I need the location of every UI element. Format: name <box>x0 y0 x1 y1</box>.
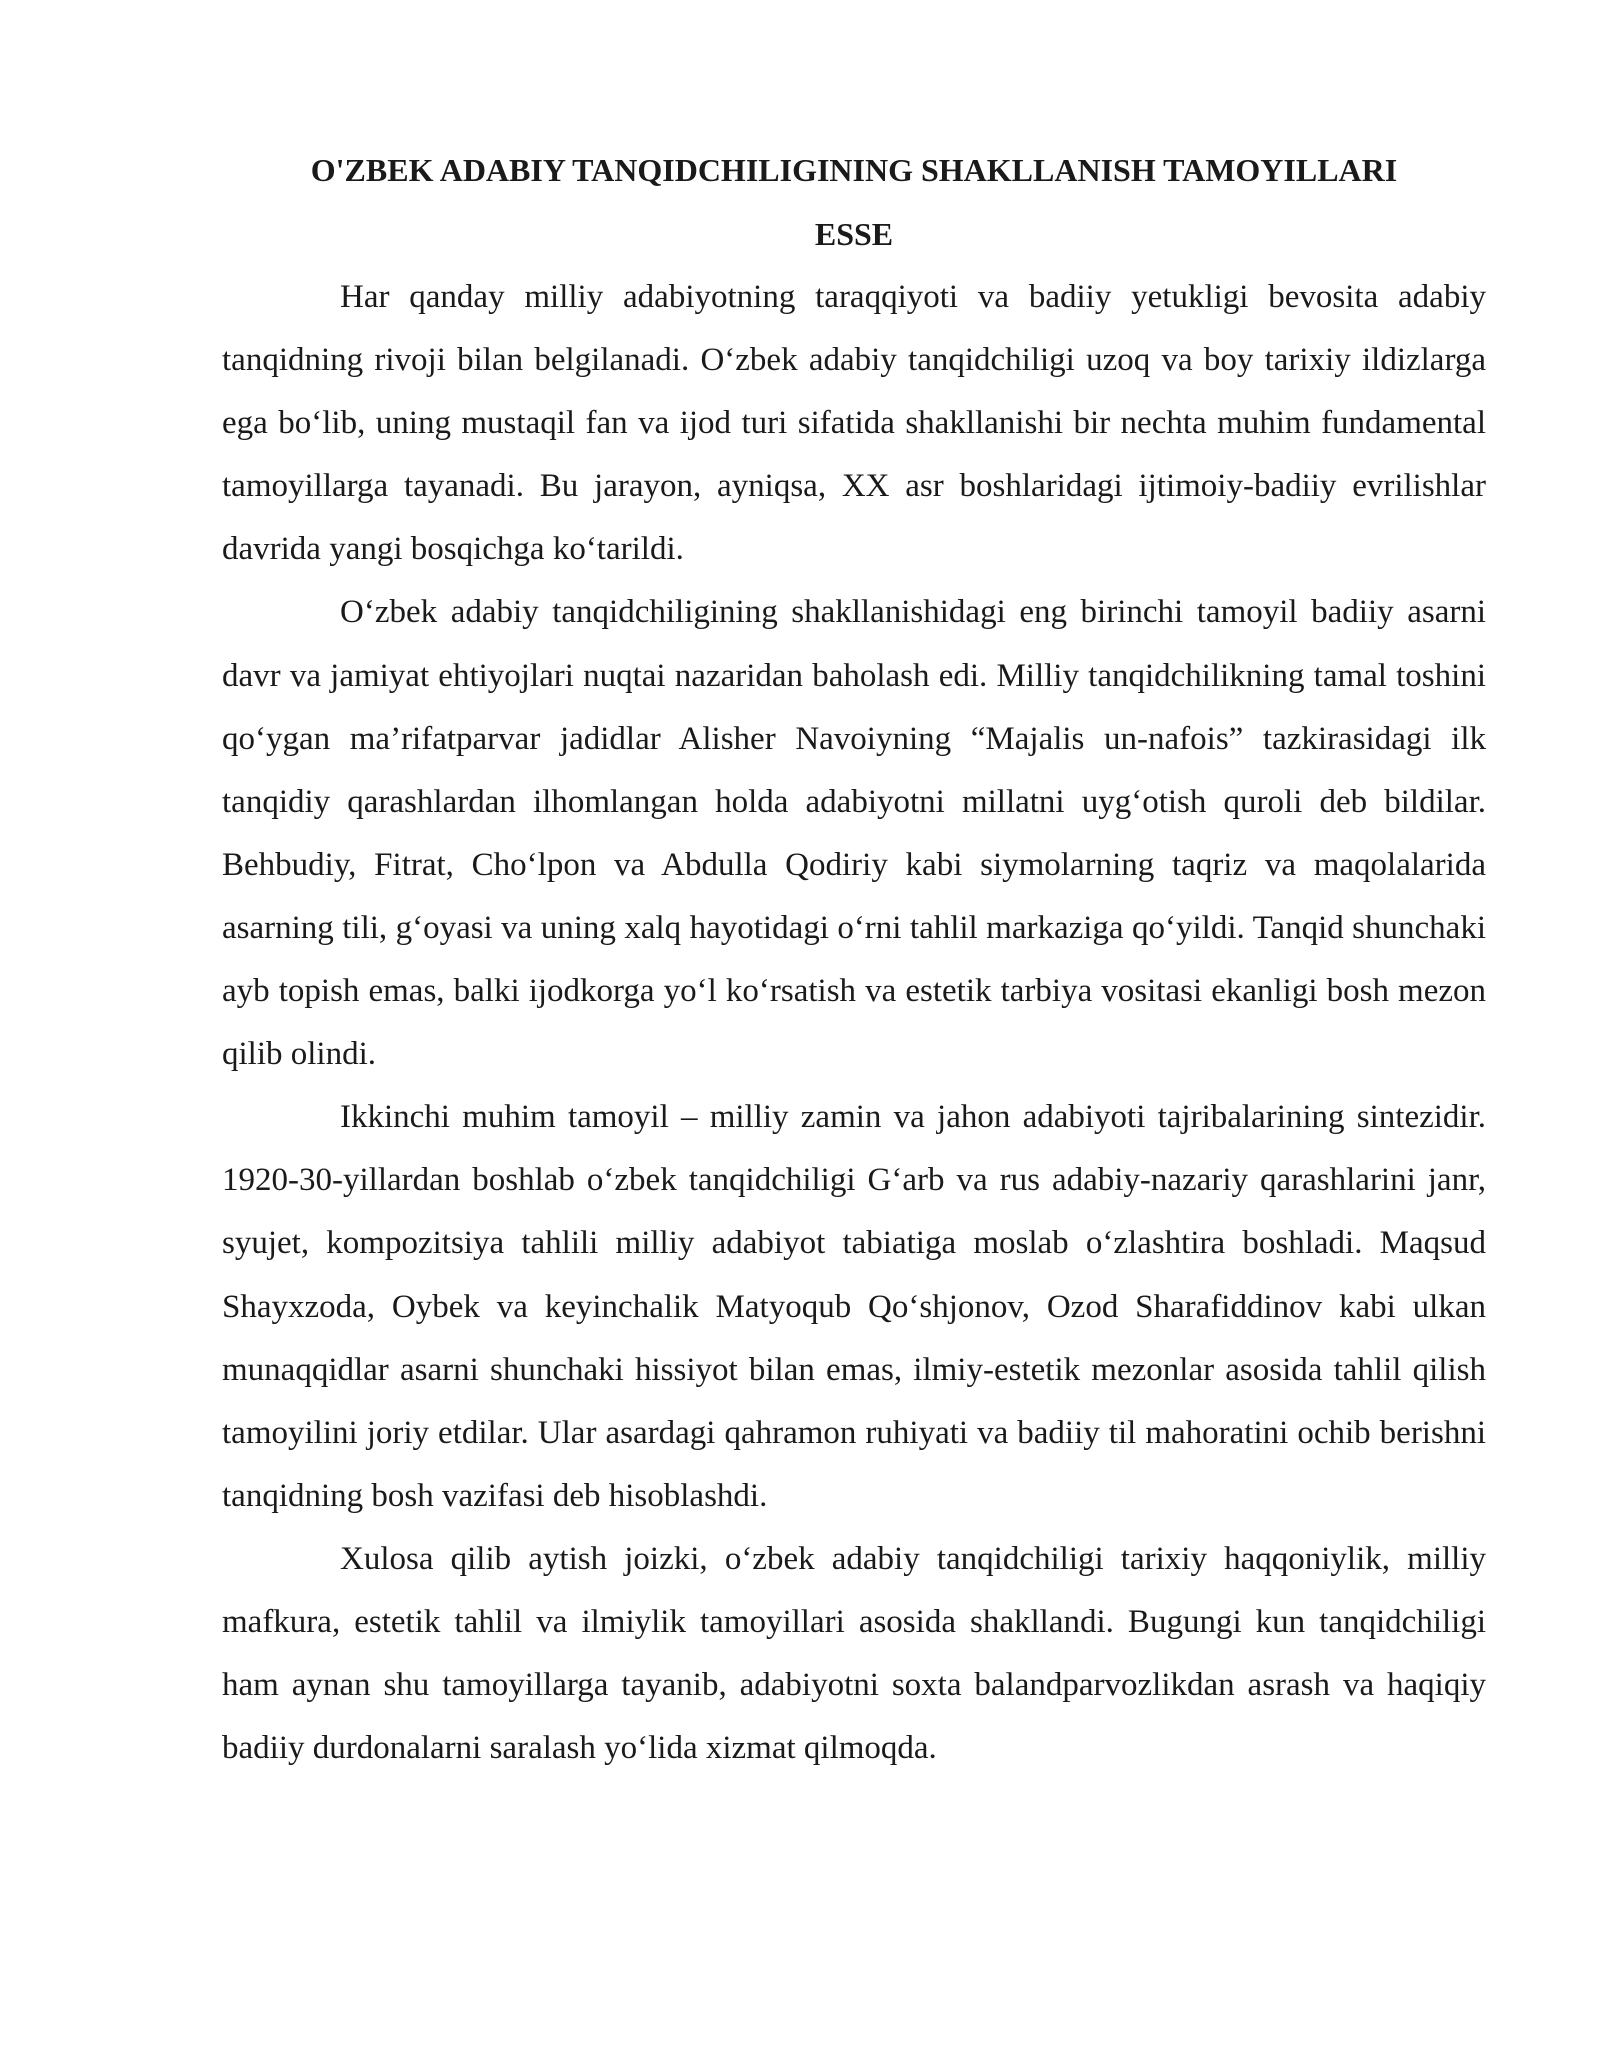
document-title: O'ZBEK ADABIY TANQIDCHILIGINING SHAKLLANISH TAMOYILLARI <box>310 152 1398 188</box>
document-subtitle: ESSE <box>814 216 894 252</box>
paragraph-second-principle: Ikkinchi muhim tamoyil – milliy zamin va jahon adabiyoti tajribalarining sintezidir. 1920-30-yillardan boshlab o‘zbek tanqidchiligi G‘arb va rus adabiy-nazariy qarashlarini janr, syujet, kompozitsiya tahlili milliy adabiyot tabiatiga moslab o‘zlashtira boshladi. Maqsud Shayxzoda, Oybek va keyinchalik Matyoqub Qo‘shjonov, Ozod Sharafiddinov kabi ulkan munaqqidlar asarni shunchaki hissiyot bilan emas, ilmiy-estetik mezonlar asosida tahlil qilish tamoyilini joriy etdilar. Ular asardagi qahramon ruhiyati va badiiy til mahoratini ochib berishni tanqidning bosh vazifasi deb hisoblashdi. <box>222 1099 1486 1514</box>
paragraph-intro: Har qanday milliy adabiyotning taraqqiyoti va badiiy yetukligi bevosita adabiy tanqidning rivoji bilan belgilanadi. O‘zbek adabiy tanqidchiligi uzoq va boy tarixiy ildizlarga ega bo‘lib, uning mustaqil fan va ijod turi sifatida shakllanishi bir nechta muhim fundamental tamoyillarga tayanadi. Bu jarayon, ayniqsa, XX asr boshlaridagi ijtimoiy-badiiy evrilishlar davrida yangi bosqichga ko‘tarildi. <box>222 279 1486 568</box>
paragraph-first-principle: O‘zbek adabiy tanqidchiligining shakllanishidagi eng birinchi tamoyil badiiy asarni davr va jamiyat ehtiyojlari nuqtai nazaridan baholash edi. Milliy tanqidchilikning tamal toshini qo‘ygan ma’rifatparvar jadidlar Alisher Navoiyning “Majalis un-nafois” tazkirasidagi ilk tanqidiy qarashlardan ilhomlangan holda adabiyotni millatni uyg‘otish quroli deb bildilar. Behbudiy, Fitrat, Cho‘lpon va Abdulla Qodiriy kabi siymolarning taqriz va maqolalarida asarning tili, g‘oyasi va uning xalq hayotidagi o‘rni tahlil markaziga qo‘yildi. Tanqid shunchaki ayb topish emas, balki ijodkorga yo‘l ko‘rsatish va estetik tarbiya vositasi ekanligi bosh mezon qilib olindi. <box>222 594 1486 1073</box>
document-page <box>222 138 1486 1780</box>
paragraph-conclusion: Xulosa qilib aytish joizki, o‘zbek adabiy tanqidchiligi tarixiy haqqoniylik, milliy mafkura, estetik tahlil va ilmiylik tamoyillari asosida shakllandi. Bugungi kun tanqidchiligi ham aynan shu tamoyillarga tayanib, adabiyotni soxta balandparvozlikdan asrash va haqiqiy badiiy durdonalarni saralash yo‘lida xizmat qilmoqda. <box>222 1540 1486 1767</box>
